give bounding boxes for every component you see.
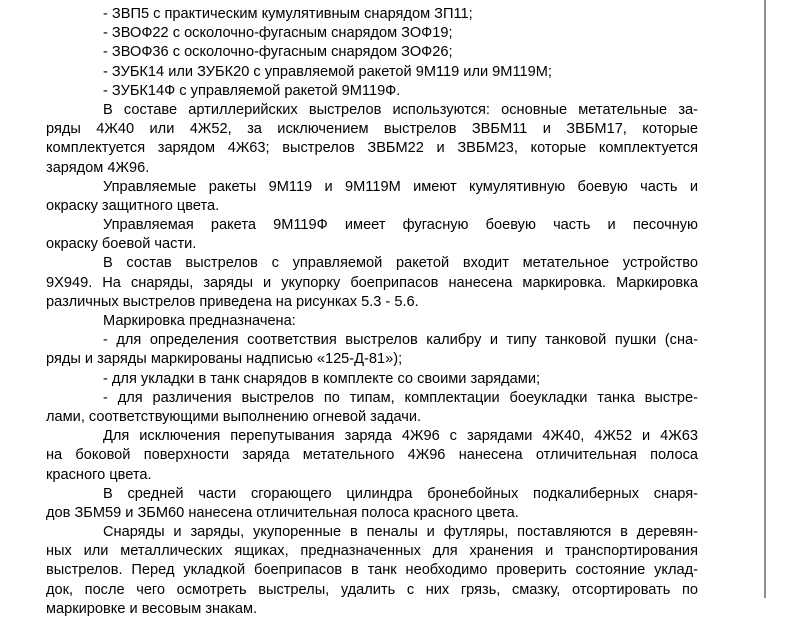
text-line: Управляемая ракета 9М119Ф имеет фугасную боевую часть и песочную: [103, 217, 698, 234]
text-line: Управляемые ракеты 9М119 и 9М119М имеют кумулятивную боевую часть и: [103, 178, 698, 195]
text-line: 9Х949. На снаряды, заряды и укупорку боеприпасов нанесена маркировка. Маркировка: [46, 274, 698, 291]
text-line: В составе артиллерийских выстрелов используются: основные метательные за-: [103, 101, 698, 118]
text-line: окраску защитного цвета.: [46, 197, 220, 214]
text-line: - ЗУБК14Ф с управляемой ракетой 9М119Ф.: [103, 82, 401, 99]
text-line: Маркировка предназначена:: [103, 313, 296, 329]
text-line: - ЗВП5 с практическим кумулятивным снарядом ЗП11;: [103, 6, 473, 22]
text-line: док, после чего осмотреть выстрелы, удалить с них грязь, смазку, отсортировать по: [46, 581, 698, 598]
text-line: - для укладки в танк снарядов в комплекте со своими зарядами;: [103, 370, 541, 387]
text-line: на боковой поверхности заряда метательного 4Ж96 нанесена отличительная полоса: [46, 447, 698, 464]
text-line: выстрелов. Перед укладкой боеприпасов в танк необходимо проверить состояние уклад-: [46, 562, 698, 579]
text-line: Для исключения перепутывания заряда 4Ж96 с зарядами 4Ж40, 4Ж52 и 4Ж63: [103, 428, 698, 445]
text-line: - для определения соответствия выстрелов калибру и типу танковой пушки (сна-: [103, 332, 698, 349]
text-line: зарядом 4Ж96.: [46, 159, 150, 176]
text-line: Снаряды и заряды, укупоренные в пеналы и футляры, поставляются в деревян-: [103, 524, 698, 541]
text-line: - ЗВОФ36 с осколочно-фугасным снарядом ЗОФ26;: [103, 44, 453, 61]
text-line: красного цвета.: [46, 466, 152, 483]
text-line: комплектуется зарядом 4Ж63; выстрелов ЗВБМ22 и ЗВБМ23, которые комплектуется: [46, 140, 698, 157]
text-line: В средней части сгорающего цилиндра бронебойных подкалиберных снаря-: [103, 485, 698, 502]
text-line: лами, соответствующими выполнению огневой задачи.: [46, 408, 422, 425]
text-line: - для различения выстрелов по типам, комплектации боеукладки танка выстре-: [103, 389, 698, 406]
text-line: дов ЗБМ59 и ЗБМ60 нанесена отличительная полоса красного цвета.: [46, 504, 519, 521]
text-line: - ЗУБК14 или ЗУБК20 с управляемой ракетой 9М119 или 9М119М;: [103, 63, 552, 80]
text-line: ных или металлических ящиках, предназначенных для хранения и транспортирования: [46, 543, 698, 560]
text-line: различных выстрелов приведена на рисунках 5.3 - 5.6.: [46, 293, 419, 310]
text-line: окраску боевой части.: [46, 236, 197, 253]
text-line: ряды и заряды маркированы надписью «125-Д-81»);: [46, 351, 403, 368]
document-body: [46, 5, 698, 619]
text-line: ряды 4Ж40 или 4Ж52, за исключением выстрелов ЗВБМ11 и ЗВБМ17, которые: [46, 121, 698, 138]
text-line: - ЗВОФ22 с осколочно-фугасным снарядом ЗОФ19;: [103, 25, 453, 42]
text-line: В состав выстрелов с управляемой ракетой входит метательное устройство: [103, 255, 698, 272]
text-line: маркировке и весовым знакам.: [46, 600, 258, 617]
page-border-line: [764, 0, 766, 598]
